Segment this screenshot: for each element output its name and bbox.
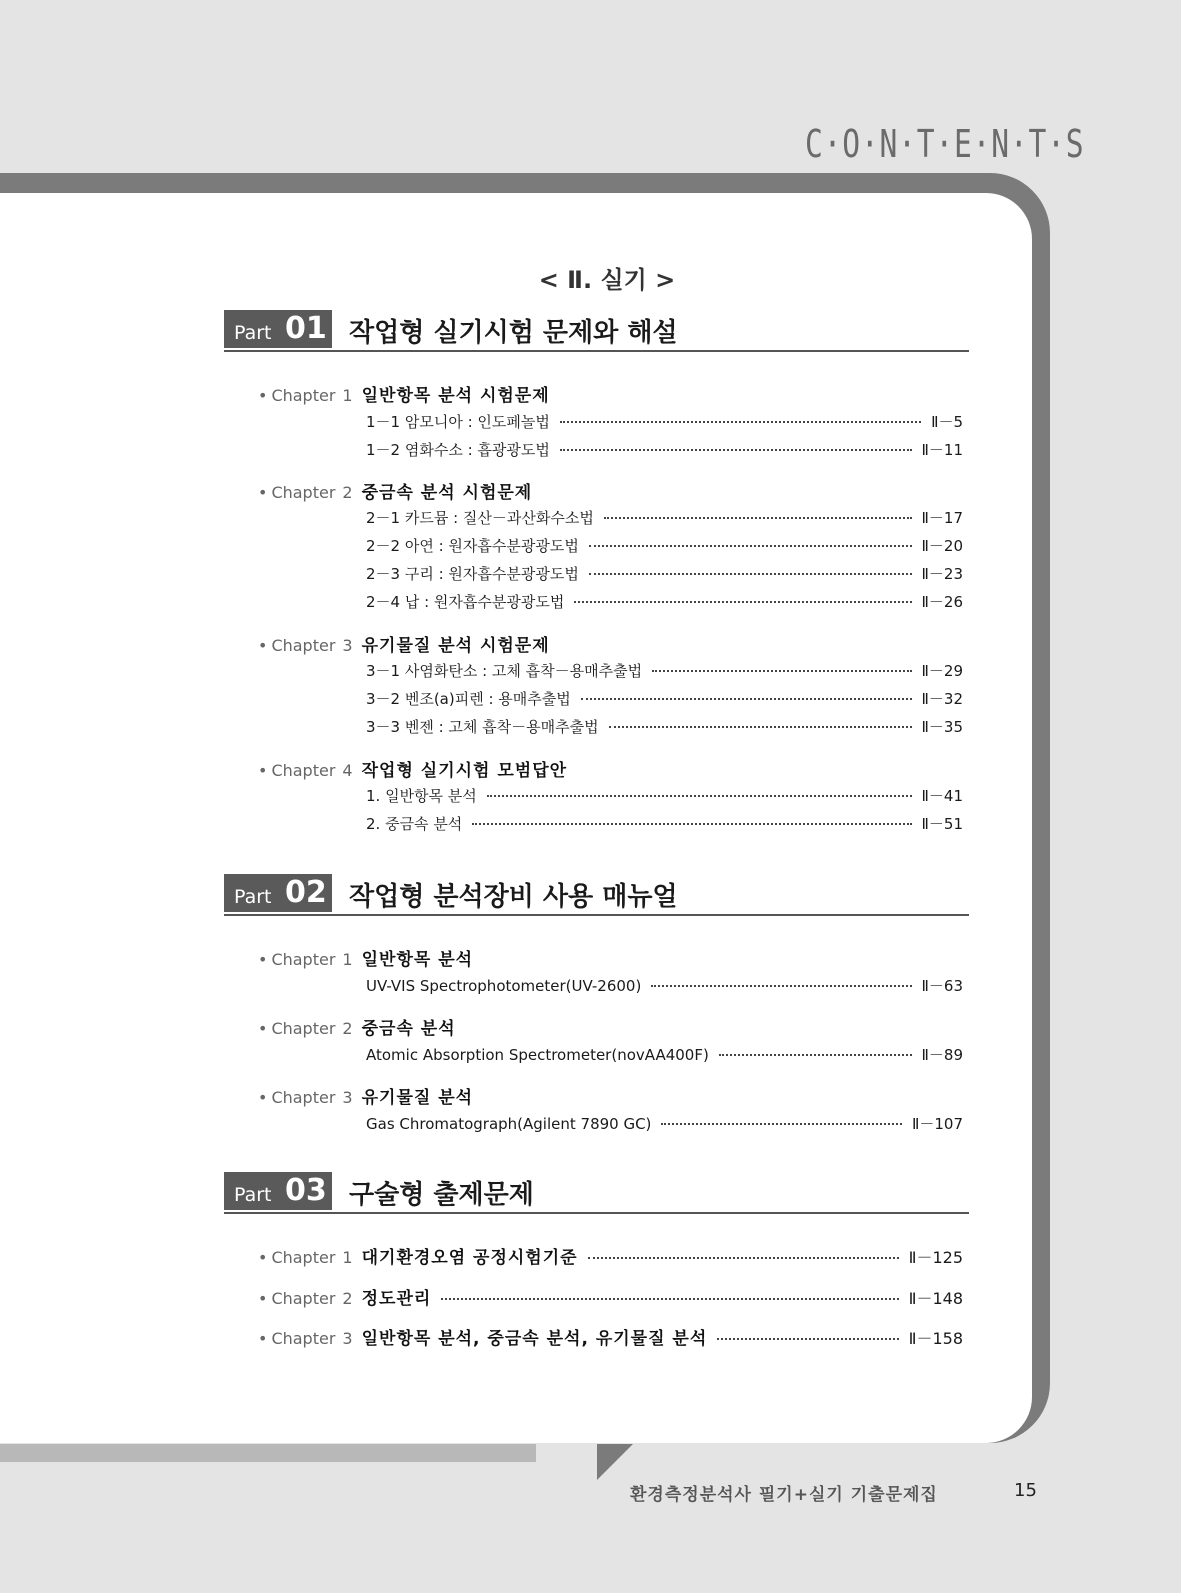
entry-page: Ⅱ－148 [908,1289,963,1308]
chapter-number: 1 [342,950,353,969]
bullet: • [258,1289,268,1308]
chapter-word: Chapter [271,386,336,405]
dot-leader [589,545,912,547]
chapter-number: 1 [342,386,353,405]
part-badge [224,310,332,348]
toc-entry[interactable] [366,688,963,709]
part-number: 02 [285,875,327,910]
entry-label: 1. 일반항목 분석 [366,787,477,805]
dot-leader [609,726,912,728]
dot-leader [717,1338,898,1340]
part-word: Part [234,886,272,908]
bullet: • [258,1329,268,1348]
bullet: • [258,1019,268,1038]
entry-label: 1－1 암모니아 : 인도페놀법 [366,413,550,431]
chapter-title: 일반항목 분석, 중금속 분석, 유기물질 분석 [361,1329,708,1349]
dot-leader [661,1123,902,1125]
chapter-word: Chapter [271,950,336,969]
bullet: • [258,761,268,780]
contents-title: C·O·N·T·E·N·T·S [805,122,1085,166]
toc-entry[interactable] [366,1113,963,1134]
bottom-strip [0,1444,536,1462]
entry-page: Ⅱ－32 [921,690,963,708]
entry-label: UV-VIS Spectrophotometer(UV-2600) [366,977,642,995]
toc-entry[interactable] [366,535,963,556]
dot-leader [487,795,912,797]
chapter-word: Chapter [271,1289,336,1308]
chapter-word: Chapter [271,483,336,502]
toc-entry[interactable] [366,975,963,996]
entry-label: 1－2 염화수소 : 흡광광도법 [366,441,550,459]
part-badge [224,1172,332,1210]
chapter-word: Chapter [271,1329,336,1348]
dot-leader [588,1257,899,1259]
entry-label: 2－4 납 : 원자흡수분광광도법 [366,593,565,611]
part-number: 03 [285,1173,327,1208]
chapter-word: Chapter [271,636,336,655]
section-heading: < Ⅱ. 실기 > [538,266,676,294]
entry-label: 3－1 사염화탄소 : 고체 흡착－용매추출법 [366,662,643,680]
chapter-heading [258,945,473,970]
toc-entry[interactable] [366,716,963,737]
chapter-title: 중금속 분석 [361,1019,456,1039]
entry-page: Ⅱ－125 [908,1248,963,1267]
bullet: • [258,1248,268,1267]
bullet: • [258,483,268,502]
chapter-word: Chapter [271,1088,336,1107]
toc-chapter-entry[interactable] [258,1324,963,1349]
entry-page: Ⅱ－17 [921,509,963,527]
dot-leader [589,573,912,575]
chapter-heading [258,631,550,656]
entry-page: Ⅱ－26 [921,593,963,611]
dot-leader [472,823,911,825]
part-title: 작업형 실기시험 문제와 해설 [349,318,678,348]
chapter-heading [258,381,550,406]
bullet: • [258,1088,268,1107]
chapter-heading [258,478,532,503]
toc-entry[interactable] [366,1044,963,1065]
chapter-title: 정도관리 [361,1289,432,1309]
chapter-title: 유기물질 분석 시험문제 [361,636,550,656]
entry-page: Ⅱ－29 [921,662,963,680]
part-badge [224,874,332,912]
chapter-number: 4 [342,761,353,780]
chapter-word: Chapter [271,1019,336,1038]
part-title: 구술형 출제문제 [349,1180,534,1210]
chapter-heading [258,1014,456,1039]
entry-label: 2－3 구리 : 원자흡수분광광도법 [366,565,579,583]
entry-page: Ⅱ－5 [931,413,963,431]
entry-label: Gas Chromatograph(Agilent 7890 GC) [366,1115,652,1133]
chapter-heading [258,1083,473,1108]
toc-entry[interactable] [366,813,963,834]
dot-leader [441,1298,898,1300]
toc-chapter-entry[interactable] [258,1243,963,1268]
chapter-word: Chapter [271,1248,336,1267]
toc-chapter-entry[interactable] [258,1284,963,1309]
part-title: 작업형 분석장비 사용 매뉴얼 [349,882,678,912]
entry-label: Atomic Absorption Spectrometer(novAA400F) [366,1046,709,1064]
toc-entry[interactable] [366,411,963,432]
dot-leader [560,449,912,451]
page-number: 15 [1014,1480,1037,1501]
dot-leader [581,698,912,700]
part-header-01 [224,310,969,352]
entry-label: 2－1 카드뮴 : 질산－과산화수소법 [366,509,594,527]
toc-entry[interactable] [366,507,963,528]
chapter-number: 2 [342,1019,353,1038]
entry-page: Ⅱ－89 [921,1046,963,1064]
part-number: 01 [285,311,327,346]
entry-page: Ⅱ－23 [921,565,963,583]
entry-label: 3－3 벤젠 : 고체 흡착－용매추출법 [366,718,599,736]
dot-leader [719,1054,912,1056]
chapter-number: 3 [342,1088,353,1107]
bullet: • [258,386,268,405]
chapter-number: 3 [342,636,353,655]
chapter-number: 3 [342,1329,353,1348]
chapter-number: 2 [342,483,353,502]
entry-page: Ⅱ－35 [921,718,963,736]
chapter-title: 일반항목 분석 시험문제 [361,386,550,406]
chapter-number: 1 [342,1248,353,1267]
chapter-word: Chapter [271,761,336,780]
entry-label: 3－2 벤조(a)피렌 : 용매추출법 [366,690,571,708]
toc-entry[interactable] [366,563,963,584]
entry-page: Ⅱ－158 [908,1329,963,1348]
entry-page: Ⅱ－20 [921,537,963,555]
bullet: • [258,636,268,655]
toc-entry[interactable] [366,439,963,460]
toc-entry[interactable] [366,591,963,612]
dot-leader [574,601,911,603]
entry-page: Ⅱ－41 [921,787,963,805]
entry-page: Ⅱ－63 [921,977,963,995]
toc-entry[interactable] [366,660,963,681]
chapter-title: 유기물질 분석 [361,1088,474,1108]
chapter-number: 2 [342,1289,353,1308]
entry-label: 2－2 아연 : 원자흡수분광광도법 [366,537,579,555]
dot-leader [652,670,911,672]
entry-label: 2. 중금속 분석 [366,815,463,833]
toc-entry[interactable] [366,785,963,806]
chapter-title: 작업형 실기시험 모범답안 [361,761,568,781]
footer-book-title: 환경측정분석사 필기+실기 기출문제집 [630,1485,938,1505]
bullet: • [258,950,268,969]
chapter-title: 대기환경오염 공정시험기준 [361,1248,578,1268]
chapter-heading [258,756,567,781]
chapter-title: 일반항목 분석 [361,950,474,970]
chapter-title: 중금속 분석 시험문제 [361,483,533,503]
entry-page: Ⅱ－11 [921,441,963,459]
dot-leader [604,517,912,519]
part-word: Part [234,322,272,344]
corner-tab [597,1444,633,1480]
part-header-03 [224,1172,969,1214]
entry-page: Ⅱ－107 [911,1115,963,1133]
part-word: Part [234,1184,272,1206]
part-header-02 [224,874,969,916]
dot-leader [651,985,911,987]
entry-page: Ⅱ－51 [921,815,963,833]
dot-leader [560,421,921,423]
